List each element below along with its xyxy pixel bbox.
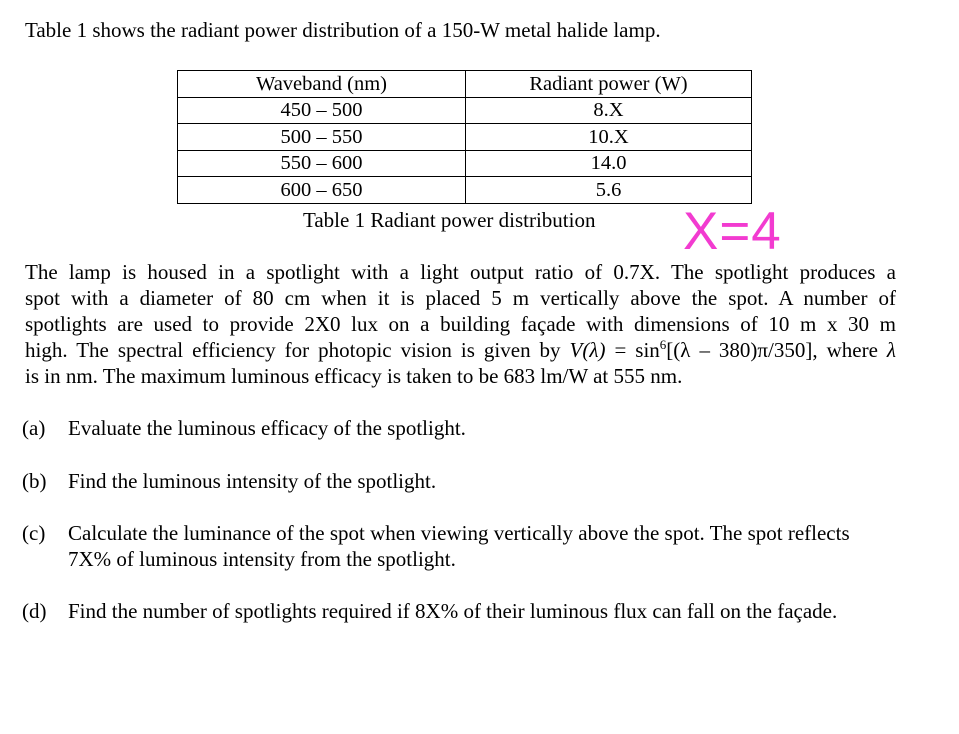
power-cell: 5.6 [466,177,752,204]
table-row [178,97,752,124]
handwritten-x-value-annotation: X=4 [683,202,782,261]
paragraph-line-formula [25,337,896,363]
table-row [178,150,752,177]
power-cell: 8.X [466,97,752,124]
formula-v-lambda: V(λ) [569,338,606,362]
power-cell: 14.0 [466,150,752,177]
table-caption: Table 1 Radiant power distribution [303,208,596,232]
paragraph-line: spot with a diameter of 80 cm when it is placed 5 m vertically above the spot. A number of [25,286,896,310]
formula-sin: = sin [605,338,660,362]
waveband-cell: 500 – 550 [178,124,466,151]
problem-paragraph [25,259,896,389]
waveband-cell: 550 – 600 [178,150,466,177]
question-text: Calculate the luminance of the spot when viewing vertically above the spot. The spot reflects [68,521,850,545]
paragraph-line: The lamp is housed in a spotlight with a light output ratio of 0.7X. The spotlight produces a [25,260,896,284]
paragraph-line: is in nm. The maximum luminous efficacy is taken to be 683 lm/W at 555 nm. [25,364,683,388]
formula-argument: [(λ – 380)π/350], where [666,338,887,362]
formula-lambda: λ [886,338,896,362]
question-label: (a) [22,416,46,440]
question-text: Find the luminous intensity of the spotlight. [68,469,437,493]
column-header-waveband: Waveband (nm) [178,71,466,98]
question-text-continued: 7X% of luminous intensity from the spotlight. [68,547,456,571]
table-header-row [178,71,752,98]
radiant-power-table [177,70,752,204]
question-label: (c) [22,521,46,545]
paragraph-line: spotlights are used to provide 2X0 lux on a building façade with dimensions of 10 m x 30 m [25,312,896,336]
formula-lead-text: high. The spectral efficiency for photopic vision is given by [25,338,570,362]
table-row [178,177,752,204]
formula-exponent: 6 [659,337,667,352]
power-cell: 10.X [466,124,752,151]
intro-text: Table 1 shows the radiant power distribution of a 150-W metal halide lamp. [25,18,661,42]
table-row [178,124,752,151]
question-label: (b) [22,469,47,493]
question-label: (d) [22,599,47,623]
waveband-cell: 600 – 650 [178,177,466,204]
question-text: Find the number of spotlights required if 8X% of their luminous flux can fall on the façade. [68,599,838,623]
column-header-radiant-power: Radiant power (W) [466,71,752,98]
question-text: Evaluate the luminous efficacy of the spotlight. [68,416,466,440]
waveband-cell: 450 – 500 [178,97,466,124]
